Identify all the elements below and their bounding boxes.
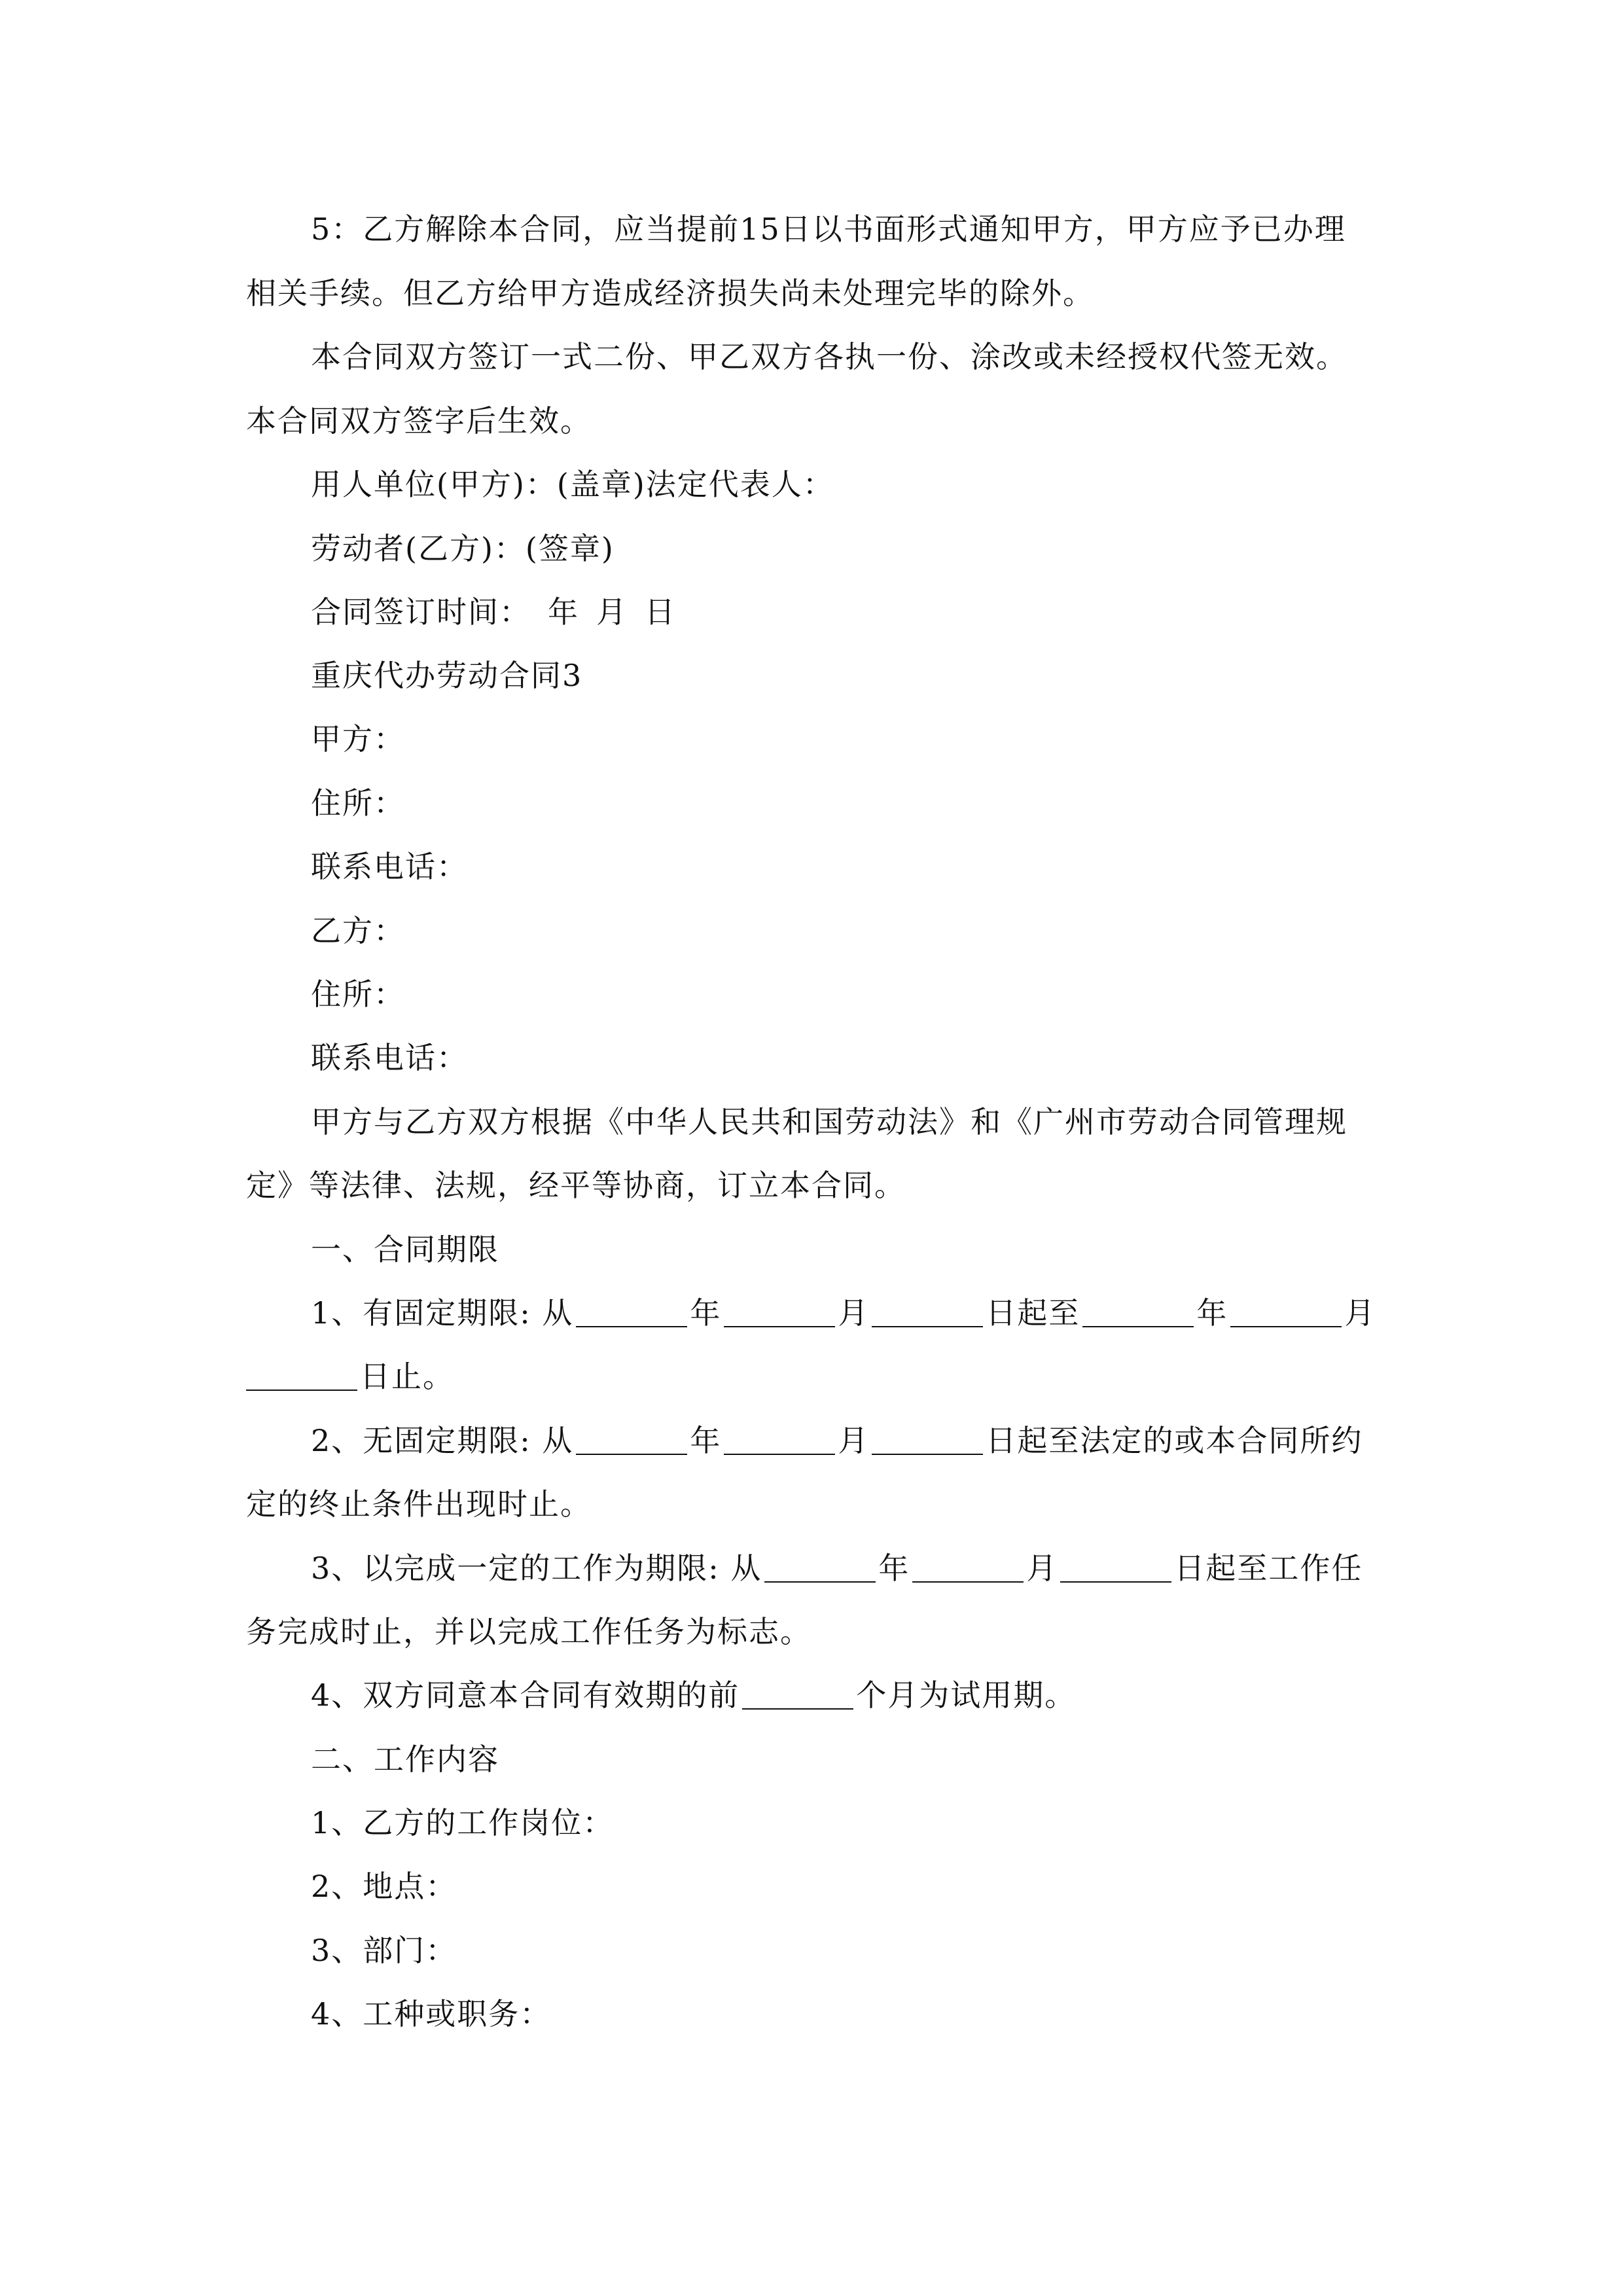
contract-title: 重庆代办劳动合同3 [311, 658, 583, 693]
blank-field [1230, 1300, 1342, 1327]
work-item-2: 2、地点： [311, 1869, 457, 1904]
worker-signature: 劳动者(乙方)：(签章) [311, 531, 615, 566]
term-item-3-prefix: 3、以完成一定的工作为期限: 从 [311, 1551, 762, 1586]
blank-field [872, 1427, 983, 1455]
term-item-3 [311, 1549, 1363, 1588]
blank-field [764, 1555, 876, 1583]
term-item-1 [311, 1293, 1376, 1333]
party-a-phone: 联系电话： [311, 849, 468, 884]
party-b-label: 乙方： [311, 913, 405, 948]
blank-field [246, 1363, 357, 1391]
blank-field [576, 1300, 687, 1327]
term-item-1-line-2 [246, 1357, 454, 1396]
clause-5-line-2: 相关手续。但乙方给甲方造成经济损失尚未处理完毕的除外。 [246, 276, 1094, 311]
clause-5-line-1: 5：乙方解除本合同，应当提前15日以书面形式通知甲方，甲方应予已办理 [311, 211, 1346, 247]
copies-line-1: 本合同双方签订一式二份、甲乙双方各执一份、涂改或未经授权代签无效。 [311, 339, 1347, 374]
blank-field [912, 1555, 1024, 1583]
section-contract-term: 一、合同期限 [311, 1232, 499, 1267]
sign-date-year: 年 [548, 594, 579, 630]
section-work-content: 二、工作内容 [311, 1742, 499, 1777]
term-item-2-prefix: 2、无固定期限: 从 [311, 1423, 574, 1458]
blank-field [742, 1682, 853, 1710]
sign-date-label: 合同签订时间： [311, 594, 531, 630]
basis-line-1: 甲方与乙方双方根据《中华人民共和国劳动法》和《广州市劳动合同管理规 [311, 1104, 1347, 1139]
work-item-4: 4、工种或职务： [311, 1996, 552, 2032]
term-item-4-prefix: 4、双方同意本合同有效期的前 [311, 1677, 740, 1713]
term-item-4-suffix: 个月为试用期。 [856, 1677, 1077, 1713]
party-b-phone: 联系电话： [311, 1040, 468, 1075]
sign-date-month: 月 [596, 594, 628, 630]
sign-date-day: 日 [645, 594, 676, 630]
year-label: 年 [1196, 1295, 1228, 1331]
blank-field [1082, 1300, 1194, 1327]
month-label: 月 [838, 1295, 870, 1331]
term-item-3-line-2: 务完成时止，并以完成工作任务为标志。 [246, 1614, 812, 1649]
term-item-2-line-2: 定的终止条件出现时止。 [246, 1486, 592, 1522]
copies-line-2: 本合同双方签字后生效。 [246, 403, 592, 439]
year-label: 年 [690, 1295, 722, 1331]
term-item-2 [311, 1421, 1363, 1460]
blank-field [576, 1427, 687, 1455]
term-item-3-suffix: 日起至工作任 [1174, 1551, 1363, 1586]
basis-line-2: 定》等法律、法规，经平等协商，订立本合同。 [246, 1168, 906, 1203]
party-a-address: 住所： [311, 785, 405, 821]
work-item-3: 3、部门： [311, 1933, 457, 1968]
term-item-1-prefix: 1、有固定期限: 从 [311, 1295, 574, 1331]
employer-signature: 用人单位(甲方)：(盖章)法定代表人： [311, 467, 834, 502]
month-label: 月 [838, 1423, 870, 1458]
party-b-address: 住所： [311, 977, 405, 1012]
month-label: 月 [1026, 1551, 1058, 1586]
from-to-label: 日起至 [986, 1295, 1080, 1331]
blank-field [872, 1300, 983, 1327]
term-item-2-suffix: 日起至法定的或本合同所约 [986, 1423, 1363, 1458]
year-label: 年 [878, 1551, 910, 1586]
blank-field [724, 1300, 835, 1327]
term-item-1-end: 日止。 [360, 1359, 454, 1394]
party-a-label: 甲方： [311, 721, 405, 757]
year-label: 年 [690, 1423, 722, 1458]
work-item-1: 1、乙方的工作岗位： [311, 1805, 615, 1840]
sign-date [311, 592, 676, 632]
blank-field [724, 1427, 835, 1455]
blank-field [1060, 1555, 1171, 1583]
term-item-4 [311, 1676, 1076, 1715]
month-label: 月 [1344, 1295, 1376, 1331]
